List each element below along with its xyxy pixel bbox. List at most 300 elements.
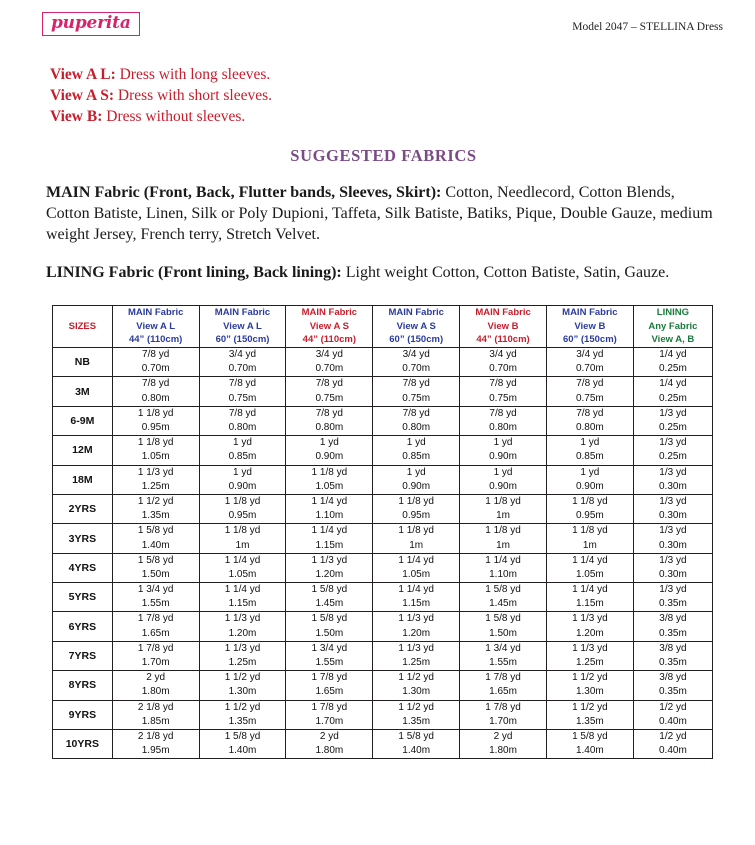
yardage-cell bbox=[460, 700, 547, 729]
size-cell: 9YRS bbox=[53, 700, 113, 729]
yardage-meters: 1.70m bbox=[315, 715, 344, 727]
yardage-cell bbox=[460, 641, 547, 670]
header-line-1: SIZES bbox=[68, 320, 97, 332]
lining-fabric-paragraph bbox=[46, 262, 713, 283]
yardage-meters: 0.80m bbox=[402, 422, 431, 433]
yardage-yards: 1 yd bbox=[233, 437, 252, 449]
yardage-yards: 2 yd bbox=[493, 730, 513, 742]
yardage-yards: 1 1/4 yd bbox=[224, 554, 261, 566]
table-row bbox=[53, 729, 713, 758]
yardage-yards: 1 1/3 yd bbox=[311, 554, 348, 566]
header-line-3: View A, B bbox=[651, 334, 695, 346]
column-header-main-as-60 bbox=[373, 305, 460, 347]
yardage-cell bbox=[112, 348, 199, 377]
yardage-cell bbox=[546, 641, 633, 670]
table-row bbox=[53, 436, 713, 465]
yardage-cell bbox=[633, 524, 712, 553]
yardage-cell bbox=[286, 406, 373, 435]
yardage-meters: 0.35m bbox=[659, 598, 687, 610]
yardage-yards: 1 1/2 yd bbox=[137, 495, 174, 507]
yardage-yards: 7/8 yd bbox=[402, 407, 430, 419]
yardage-cell bbox=[373, 494, 460, 523]
yardage-meters: 1.80m bbox=[315, 745, 344, 757]
yardage-cell bbox=[633, 465, 712, 494]
yardage-cell bbox=[286, 583, 373, 612]
yardage-cell bbox=[286, 700, 373, 729]
yardage-yards: 3/8 yd bbox=[659, 642, 687, 654]
yardage-meters: 0.40m bbox=[659, 715, 687, 727]
header-line-2: View A S bbox=[309, 320, 349, 332]
yardage-cell bbox=[460, 524, 547, 553]
yardage-yards: 1 1/2 yd bbox=[572, 701, 608, 713]
header-line-1: MAIN Fabric bbox=[214, 306, 271, 318]
yardage-meters: 0.25m bbox=[659, 392, 687, 404]
yardage-yards: 1 1/8 yd bbox=[572, 525, 608, 537]
yardage-cell bbox=[460, 348, 547, 377]
yardage-meters: 0.80m bbox=[315, 422, 344, 433]
header-line-1: LINING bbox=[656, 306, 689, 318]
yardage-yards: 3/8 yd bbox=[659, 672, 687, 684]
yardage-yards: 1 5/8 yd bbox=[572, 730, 608, 742]
yardage-meters: 0.35m bbox=[659, 627, 687, 639]
yardage-yards: 1 5/8 yd bbox=[224, 730, 261, 742]
yardage-meters: 0.70m bbox=[228, 363, 257, 375]
yardage-cell bbox=[112, 671, 199, 700]
yardage-meters: 0.75m bbox=[575, 392, 604, 404]
column-header-main-as-44 bbox=[286, 305, 373, 347]
yardage-meters: 1.80m bbox=[489, 745, 517, 757]
yardage-yards: 1 1/3 yd bbox=[572, 613, 608, 625]
yardage-meters: 1.65m bbox=[489, 686, 517, 698]
yardage-meters: 1.05m bbox=[402, 568, 431, 580]
yardage-cell bbox=[373, 671, 460, 700]
yardage-yards: 1 1/4 yd bbox=[572, 584, 608, 596]
yardage-yards: 1 yd bbox=[319, 437, 339, 449]
yardage-cell bbox=[546, 612, 633, 641]
brand-logo-text: puperita bbox=[51, 13, 131, 33]
yardage-yards: 1 1/3 yd bbox=[224, 613, 261, 625]
yardage-cell bbox=[373, 465, 460, 494]
yardage-cell bbox=[460, 612, 547, 641]
header-line-3: 60” (150cm) bbox=[215, 334, 270, 346]
yardage-yards: 3/4 yd bbox=[402, 349, 430, 361]
yardage-yards: 1 1/8 yd bbox=[311, 466, 348, 478]
yardage-table-body bbox=[53, 348, 713, 759]
yardage-yards: 3/4 yd bbox=[576, 349, 604, 361]
header-line-3: 44” (110cm) bbox=[476, 334, 530, 346]
header-line-2: Any Fabric bbox=[648, 320, 698, 332]
yardage-yards: 1 5/8 yd bbox=[311, 584, 348, 596]
yardage-meters: 1.35m bbox=[402, 715, 431, 727]
yardage-yards: 1/2 yd bbox=[659, 730, 687, 742]
table-row bbox=[53, 553, 713, 582]
header-line-1: MAIN Fabric bbox=[475, 306, 531, 318]
yardage-yards: 1 1/4 yd bbox=[398, 554, 434, 566]
table-row bbox=[53, 524, 713, 553]
yardage-meters: 1.95m bbox=[141, 745, 170, 757]
yardage-meters: 1.35m bbox=[228, 715, 257, 727]
yardage-meters: 1.25m bbox=[141, 480, 170, 492]
yardage-cell bbox=[633, 436, 712, 465]
yardage-meters: 1m bbox=[409, 539, 424, 551]
lining-fabric-text: Light weight Cotton, Cotton Batiste, Satin, Gauze. bbox=[341, 263, 670, 281]
yardage-yards: 1 1/8 yd bbox=[224, 525, 261, 537]
header-line-2: View B bbox=[487, 320, 519, 332]
yardage-yards: 1 1/3 yd bbox=[224, 642, 261, 654]
yardage-yards: 1 1/2 yd bbox=[572, 672, 608, 684]
yardage-yards: 2 1/8 yd bbox=[137, 730, 174, 742]
yardage-meters: 1.20m bbox=[575, 627, 604, 639]
yardage-meters: 0.70m bbox=[489, 363, 517, 375]
yardage-meters: 0.80m bbox=[228, 422, 257, 433]
yardage-cell bbox=[460, 406, 547, 435]
yardage-cell bbox=[373, 406, 460, 435]
yardage-meters: 1m bbox=[496, 510, 510, 522]
size-cell: 18M bbox=[53, 465, 113, 494]
yardage-yards: 1/3 yd bbox=[659, 466, 687, 478]
yardage-cell bbox=[286, 494, 373, 523]
yardage-yards: 2 yd bbox=[319, 730, 339, 742]
table-row bbox=[53, 612, 713, 641]
yardage-meters: 1m bbox=[582, 539, 597, 551]
main-fabric-text: Cotton, Needlecord, Cotton Blends, Cotton Batiste, Linen, Silk or Poly Dupioni, Taffeta, Silk Batiste, Batiks, Pique, Double Gauze, medium weight Jersey, French terry, Stretch Velvet. bbox=[46, 183, 713, 244]
yardage-yards: 1 7/8 yd bbox=[485, 672, 521, 684]
yardage-meters: 1.05m bbox=[315, 480, 344, 492]
yardage-cell bbox=[199, 553, 286, 582]
size-cell: 6YRS bbox=[53, 612, 113, 641]
yardage-yards: 1 1/3 yd bbox=[398, 642, 434, 654]
yardage-cell bbox=[286, 729, 373, 758]
yardage-yards: 1 1/8 yd bbox=[398, 495, 434, 507]
yardage-yards: 1 5/8 yd bbox=[398, 730, 434, 742]
header-line-3: 60” (150cm) bbox=[562, 334, 617, 346]
yardage-yards: 1 7/8 yd bbox=[311, 701, 348, 713]
yardage-cell bbox=[286, 641, 373, 670]
column-header-main-b-44 bbox=[460, 305, 547, 347]
yardage-meters: 1.45m bbox=[315, 598, 344, 610]
yardage-meters: 0.85m bbox=[228, 451, 257, 463]
yardage-meters: 1.20m bbox=[315, 568, 344, 580]
yardage-meters: 1m bbox=[496, 539, 510, 551]
yardage-yards: 7/8 yd bbox=[315, 407, 343, 419]
yardage-yards: 1 5/8 yd bbox=[311, 613, 348, 625]
yardage-yards: 1/3 yd bbox=[659, 584, 687, 596]
yardage-table-wrapper bbox=[52, 305, 713, 760]
yardage-yards: 7/8 yd bbox=[228, 378, 257, 390]
yardage-cell bbox=[546, 377, 633, 406]
yardage-meters: 0.75m bbox=[228, 392, 257, 404]
yardage-cell bbox=[460, 671, 547, 700]
yardage-yards: 1 1/8 yd bbox=[485, 495, 521, 507]
yardage-meters: 0.90m bbox=[575, 480, 604, 492]
yardage-yards: 7/8 yd bbox=[489, 378, 517, 390]
model-label: Model 2047 – STELLINA Dress bbox=[572, 21, 723, 33]
yardage-cell bbox=[460, 553, 547, 582]
header-line-1: MAIN Fabric bbox=[562, 306, 618, 318]
yardage-meters: 0.25m bbox=[659, 363, 687, 375]
table-row bbox=[53, 641, 713, 670]
header-line-3: 60” (150cm) bbox=[389, 334, 444, 346]
header-line-2: View A S bbox=[396, 320, 436, 332]
column-header-main-al-60 bbox=[199, 305, 286, 347]
yardage-cell bbox=[286, 348, 373, 377]
yardage-yards: 1 1/8 yd bbox=[224, 495, 261, 507]
yardage-yards: 2 1/8 yd bbox=[137, 701, 174, 713]
yardage-meters: 1.70m bbox=[489, 715, 517, 727]
yardage-yards: 1 1/8 yd bbox=[572, 495, 608, 507]
yardage-meters: 1.20m bbox=[402, 627, 431, 639]
yardage-meters: 1.15m bbox=[402, 598, 431, 610]
yardage-meters: 0.90m bbox=[228, 480, 257, 492]
yardage-cell bbox=[112, 465, 199, 494]
yardage-cell bbox=[373, 553, 460, 582]
yardage-cell bbox=[633, 700, 712, 729]
yardage-yards: 1 5/8 yd bbox=[485, 584, 521, 596]
yardage-yards: 7/8 yd bbox=[489, 407, 517, 419]
suggested-fabrics-heading: SUGGESTED FABRICS bbox=[290, 145, 477, 165]
yardage-meters: 0.90m bbox=[402, 480, 431, 492]
yardage-cell bbox=[546, 406, 633, 435]
yardage-cell bbox=[633, 671, 712, 700]
size-cell: 10YRS bbox=[53, 729, 113, 758]
main-fabric-label: MAIN Fabric (Front, Back, Flutter bands, Sleeves, Skirt): bbox=[46, 183, 442, 201]
yardage-meters: 1.55m bbox=[141, 598, 170, 610]
yardage-yards: 1 5/8 yd bbox=[485, 613, 521, 625]
yardage-meters: 0.80m bbox=[141, 392, 170, 404]
yardage-yards: 1/2 yd bbox=[659, 701, 687, 713]
yardage-cell bbox=[199, 494, 286, 523]
yardage-yards: 1 7/8 yd bbox=[311, 672, 348, 684]
yardage-cell bbox=[546, 524, 633, 553]
yardage-cell bbox=[286, 612, 373, 641]
yardage-yards: 1 3/4 yd bbox=[485, 642, 521, 654]
brand-logo bbox=[42, 12, 140, 36]
yardage-meters: 0.90m bbox=[489, 480, 517, 492]
yardage-yards: 1 yd bbox=[406, 437, 426, 449]
yardage-cell bbox=[373, 641, 460, 670]
yardage-meters: 1.25m bbox=[402, 657, 431, 668]
view-text: Dress without sleeves. bbox=[102, 108, 246, 126]
yardage-meters: 1.35m bbox=[141, 510, 170, 522]
yardage-cell bbox=[373, 583, 460, 612]
yardage-yards: 1 7/8 yd bbox=[485, 701, 521, 713]
yardage-yards: 1 yd bbox=[580, 437, 600, 449]
view-text: Dress with short sleeves. bbox=[114, 87, 273, 105]
yardage-cell bbox=[286, 436, 373, 465]
yardage-yards: 1 1/8 yd bbox=[137, 437, 174, 449]
yardage-meters: 1.30m bbox=[575, 686, 604, 698]
lining-fabric-label: LINING Fabric (Front lining, Back lining): bbox=[46, 263, 342, 281]
view-line bbox=[50, 64, 725, 85]
yardage-cell bbox=[112, 641, 199, 670]
yardage-meters: 0.70m bbox=[575, 363, 604, 375]
header-line-1: MAIN Fabric bbox=[388, 306, 444, 318]
yardage-yards: 7/8 yd bbox=[142, 349, 170, 361]
yardage-yards: 1/3 yd bbox=[659, 554, 687, 566]
yardage-cell bbox=[199, 700, 286, 729]
yardage-meters: 0.85m bbox=[402, 451, 431, 463]
yardage-cell bbox=[286, 671, 373, 700]
yardage-cell bbox=[112, 406, 199, 435]
yardage-cell bbox=[546, 465, 633, 494]
view-line bbox=[50, 85, 725, 106]
yardage-cell bbox=[546, 436, 633, 465]
yardage-cell bbox=[460, 377, 547, 406]
yardage-cell bbox=[633, 348, 712, 377]
yardage-cell bbox=[460, 436, 547, 465]
yardage-yards: 1 yd bbox=[406, 466, 426, 478]
view-label: View A S: bbox=[50, 87, 115, 105]
yardage-meters: 0.30m bbox=[659, 480, 687, 492]
yardage-yards: 3/8 yd bbox=[659, 613, 687, 625]
column-header-lining bbox=[633, 305, 712, 347]
yardage-cell bbox=[199, 524, 286, 553]
yardage-yards: 1/4 yd bbox=[659, 349, 687, 361]
yardage-yards: 1 1/3 yd bbox=[398, 613, 434, 625]
yardage-meters: 1m bbox=[235, 539, 250, 551]
yardage-cell bbox=[373, 524, 460, 553]
yardage-meters: 1.50m bbox=[489, 627, 517, 639]
yardage-meters: 1.40m bbox=[141, 539, 170, 551]
yardage-cell bbox=[112, 377, 199, 406]
yardage-yards: 3/4 yd bbox=[228, 349, 257, 361]
yardage-yards: 3/4 yd bbox=[489, 349, 517, 361]
yardage-meters: 1.10m bbox=[315, 510, 344, 522]
yardage-cell bbox=[286, 465, 373, 494]
header-line-1: MAIN Fabric bbox=[301, 306, 358, 318]
yardage-meters: 1.15m bbox=[315, 539, 344, 551]
yardage-yards: 1 1/8 yd bbox=[485, 525, 521, 537]
yardage-meters: 1.10m bbox=[489, 568, 517, 580]
yardage-meters: 0.95m bbox=[402, 510, 431, 522]
table-row bbox=[53, 465, 713, 494]
yardage-meters: 1.80m bbox=[141, 686, 170, 698]
yardage-meters: 0.25m bbox=[659, 451, 687, 463]
yardage-cell bbox=[373, 377, 460, 406]
yardage-meters: 0.30m bbox=[659, 568, 687, 580]
yardage-meters: 0.90m bbox=[489, 451, 517, 463]
table-row bbox=[53, 348, 713, 377]
size-cell: 2YRS bbox=[53, 494, 113, 523]
yardage-meters: 0.35m bbox=[659, 657, 687, 668]
yardage-yards: 1 7/8 yd bbox=[137, 642, 174, 654]
yardage-yards: 1 3/4 yd bbox=[311, 642, 348, 654]
yardage-yards: 2 yd bbox=[146, 672, 166, 684]
yardage-cell bbox=[199, 612, 286, 641]
yardage-table bbox=[52, 305, 713, 760]
size-cell: 6-9M bbox=[53, 406, 113, 435]
yardage-cell bbox=[460, 465, 547, 494]
table-header-row bbox=[53, 305, 713, 347]
yardage-cell bbox=[112, 553, 199, 582]
yardage-meters: 1.65m bbox=[141, 627, 170, 639]
yardage-meters: 1.20m bbox=[228, 627, 257, 639]
yardage-meters: 0.85m bbox=[575, 451, 604, 463]
yardage-cell bbox=[546, 348, 633, 377]
yardage-yards: 1 1/2 yd bbox=[224, 672, 261, 684]
yardage-meters: 0.30m bbox=[659, 539, 687, 551]
view-descriptions bbox=[50, 64, 725, 128]
yardage-meters: 0.80m bbox=[575, 422, 604, 433]
size-cell: 7YRS bbox=[53, 641, 113, 670]
yardage-yards: 1 3/4 yd bbox=[137, 584, 174, 596]
yardage-meters: 1.05m bbox=[141, 451, 170, 463]
yardage-meters: 1.85m bbox=[141, 715, 170, 727]
yardage-meters: 0.70m bbox=[315, 363, 344, 375]
table-row bbox=[53, 583, 713, 612]
yardage-cell bbox=[199, 641, 286, 670]
yardage-cell bbox=[373, 729, 460, 758]
yardage-meters: 1.55m bbox=[489, 657, 517, 668]
yardage-cell bbox=[633, 641, 712, 670]
yardage-cell bbox=[546, 700, 633, 729]
column-header-main-al-44 bbox=[112, 305, 199, 347]
yardage-cell bbox=[286, 524, 373, 553]
yardage-cell bbox=[373, 612, 460, 641]
yardage-yards: 1 1/3 yd bbox=[572, 642, 608, 654]
yardage-meters: 0.75m bbox=[402, 392, 431, 404]
yardage-meters: 1.30m bbox=[228, 686, 257, 698]
yardage-meters: 0.75m bbox=[315, 392, 344, 404]
header-line-3: 44” (110cm) bbox=[302, 334, 357, 346]
yardage-cell bbox=[199, 348, 286, 377]
yardage-meters: 1.65m bbox=[315, 686, 344, 698]
yardage-cell bbox=[633, 406, 712, 435]
yardage-cell bbox=[112, 583, 199, 612]
yardage-yards: 1 1/8 yd bbox=[398, 525, 434, 537]
yardage-meters: 1.40m bbox=[575, 745, 604, 757]
yardage-meters: 1.55m bbox=[315, 657, 344, 668]
yardage-cell bbox=[633, 583, 712, 612]
column-header-sizes bbox=[53, 305, 113, 347]
table-row bbox=[53, 700, 713, 729]
view-line bbox=[50, 106, 725, 127]
yardage-cell bbox=[199, 583, 286, 612]
yardage-meters: 1.05m bbox=[228, 568, 257, 580]
yardage-meters: 1.25m bbox=[228, 657, 257, 668]
yardage-yards: 1 yd bbox=[493, 437, 513, 449]
size-cell: 8YRS bbox=[53, 671, 113, 700]
yardage-cell bbox=[199, 436, 286, 465]
view-label: View A L: bbox=[50, 66, 116, 83]
yardage-yards: 1 1/4 yd bbox=[485, 554, 521, 566]
header-line-3: 44” (110cm) bbox=[128, 334, 183, 346]
header-line-2: View B bbox=[574, 320, 606, 332]
yardage-cell bbox=[546, 671, 633, 700]
yardage-meters: 0.80m bbox=[489, 422, 517, 433]
yardage-meters: 1.45m bbox=[489, 598, 517, 610]
size-cell: 12M bbox=[53, 436, 113, 465]
yardage-cell bbox=[633, 612, 712, 641]
yardage-meters: 1.15m bbox=[228, 598, 257, 610]
yardage-yards: 1 5/8 yd bbox=[137, 554, 174, 566]
yardage-cell bbox=[373, 436, 460, 465]
yardage-cell bbox=[112, 436, 199, 465]
yardage-yards: 1 yd bbox=[580, 466, 600, 478]
yardage-meters: 1.70m bbox=[141, 657, 170, 668]
size-cell: 3YRS bbox=[53, 524, 113, 553]
yardage-yards: 7/8 yd bbox=[576, 407, 604, 419]
table-row bbox=[53, 406, 713, 435]
yardage-yards: 1/3 yd bbox=[659, 437, 687, 449]
yardage-cell bbox=[460, 494, 547, 523]
yardage-yards: 1/4 yd bbox=[659, 378, 687, 390]
yardage-yards: 1 1/2 yd bbox=[398, 672, 434, 684]
header-line-2: View A L bbox=[136, 320, 176, 332]
yardage-cell bbox=[199, 671, 286, 700]
yardage-cell bbox=[112, 612, 199, 641]
size-cell: 4YRS bbox=[53, 553, 113, 582]
